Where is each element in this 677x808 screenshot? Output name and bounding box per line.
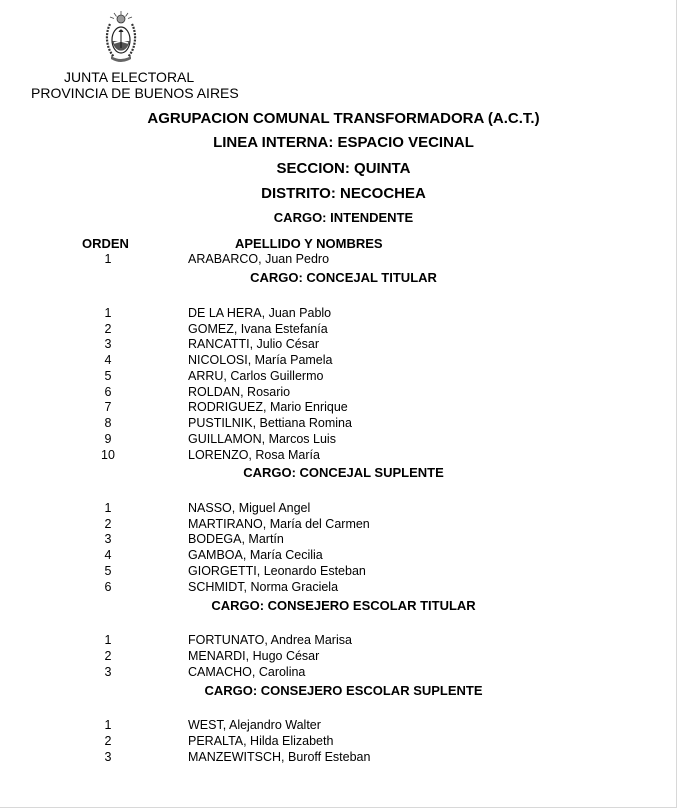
row-number: 7 [104,400,112,414]
row-number: 1 [104,501,112,515]
cargo-heading-concejal-suplente: CARGO: CONCEJAL SUPLENTE [243,465,444,480]
cargo-heading-consejero-suplente: CARGO: CONSEJERO ESCOLAR SUPLENTE [204,683,483,698]
candidate-name: RANCATTI, Julio César [188,337,320,351]
linea-interna-title: LINEA INTERNA: ESPACIO VECINAL [213,134,474,151]
candidate-name: NICOLOSI, María Pamela [188,353,333,367]
row-number: 8 [104,416,112,430]
row-number: 1 [104,252,112,266]
row-number: 3 [104,665,112,679]
candidate-name: FORTUNATO, Andrea Marisa [188,633,352,647]
row-number: 2 [104,734,112,748]
candidate-name: GIORGETTI, Leonardo Esteban [188,564,366,578]
candidate-name: RODRIGUEZ, Mario Enrique [188,400,348,414]
candidate-name: CAMACHO, Carolina [188,665,306,679]
row-number: 6 [104,385,112,399]
candidate-name: MARTIRANO, María del Carmen [188,517,370,531]
candidate-name: ARABARCO, Juan Pedro [188,252,330,266]
row-number: 4 [104,353,112,367]
row-number: 5 [104,564,112,578]
row-number: 3 [104,750,112,764]
row-number: 4 [104,548,112,562]
candidate-name: LORENZO, Rosa María [188,448,320,462]
candidate-name: NASSO, Miguel Angel [188,501,311,515]
candidate-name: MANZEWITSCH, Buroff Esteban [188,750,371,764]
coat-of-arms-icon [104,10,138,68]
row-number: 2 [104,322,112,336]
candidate-name: GOMEZ, Ivana Estefanía [188,322,328,336]
candidate-name: ROLDAN, Rosario [188,385,291,399]
cargo-heading-intendente: CARGO: INTENDENTE [273,210,414,225]
org-name-line-2: PROVINCIA DE BUENOS AIRES [31,85,239,101]
candidate-name: MENARDI, Hugo César [188,649,320,663]
cargo-heading-concejal-titular: CARGO: CONCEJAL TITULAR [250,270,437,285]
candidate-name: DE LA HERA, Juan Pablo [188,306,332,320]
row-number: 9 [104,432,112,446]
row-number: 6 [104,580,112,594]
candidate-name: GUILLAMON, Marcos Luis [188,432,336,446]
seccion-title: SECCION: QUINTA [276,160,411,177]
row-number: 1 [104,306,112,320]
row-number: 2 [104,517,112,531]
row-number: 3 [104,337,112,351]
column-header-orden: ORDEN [82,236,129,251]
candidate-name: SCHMIDT, Norma Graciela [188,580,339,594]
row-number: 10 [101,448,115,462]
candidate-name: PUSTILNIK, Bettiana Romina [188,416,352,430]
row-number: 1 [104,633,112,647]
row-number: 2 [104,649,112,663]
candidate-name: ARRU, Carlos Guillermo [188,369,324,383]
candidate-name: PERALTA, Hilda Elizabeth [188,734,334,748]
candidate-name: WEST, Alejandro Walter [188,718,321,732]
candidate-name: GAMBOA, María Cecilia [188,548,323,562]
column-header-apellido: APELLIDO Y NOMBRES [235,236,383,251]
row-number: 1 [104,718,112,732]
row-number: 5 [104,369,112,383]
candidate-name: BODEGA, Martín [188,532,284,546]
distrito-title: DISTRITO: NECOCHEA [261,185,426,202]
cargo-heading-consejero-titular: CARGO: CONSEJERO ESCOLAR TITULAR [211,598,476,613]
org-name-line-1: JUNTA ELECTORAL [64,69,195,85]
agrupacion-title: AGRUPACION COMUNAL TRANSFORMADORA (A.C.T.) [147,110,540,127]
row-number: 3 [104,532,112,546]
